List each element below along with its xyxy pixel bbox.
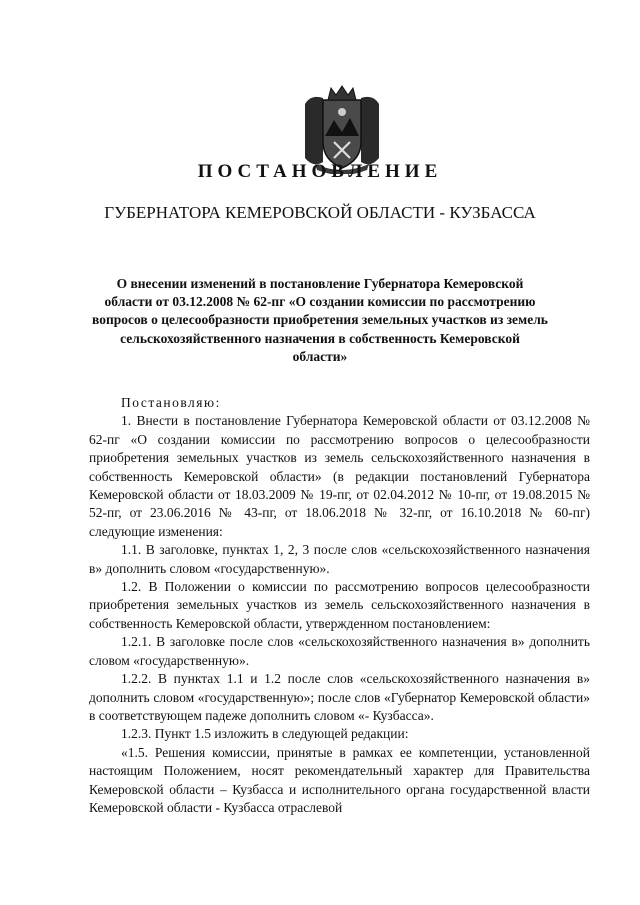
paragraph-1-2-1: 1.2.1. В заголовке после слов «сельскохозяйственного назначения в» дополнить словом «государственную».: [89, 634, 590, 668]
paragraph-1-5-quote: «1.5. Решения комиссии, принятые в рамках ее компетенции, установленной настоящим Положением, носят рекомендательный характер для Правительства Кемеровской области – Кузбасса и исполнительного органа государственной власти Кемеровской области - Кузбасса отраслевой: [89, 744, 590, 815]
paragraph-1-1: 1.1. В заголовке, пунктах 1, 2, 3 после слов «сельскохозяйственного назначения в» дополнить словом «государственную».: [89, 542, 590, 576]
document-subject: О внесении изменений в постановление Губернатора Кемеровской области от 03.12.2008 № 62-пг «О создании комиссии по рассмотрению вопросов о целесообразности приобретения земельных участков из земель сельскохозяйственного назначения в собственность Кемеровской области»: [92, 276, 548, 364]
document-issuer: ГУБЕРНАТОРА КЕМЕРОВСКОЙ ОБЛАСТИ - КУЗБАССА: [104, 203, 536, 222]
document-type-title: ПОСТАНОВЛЕНИЕ: [197, 161, 443, 182]
paragraph-1-2: 1.2. В Положении о комиссии по рассмотрению вопросов целесообразности приобретения земельных участков из земель сельскохозяйственного назначения в собственность Кемеровской области, утвержденном постановлением:: [89, 579, 590, 631]
decree-word: Постановляю:: [121, 395, 221, 410]
paragraph-1: 1. Внести в постановление Губернатора Кемеровской области от 03.12.2008 № 62-пг «О создании комиссии по рассмотрению вопросов о целесообразности приобретения земельных участков из земель сельскохозяйственного назначения в собственность Кемеровской области» (в редакции постановлений Губернатора Кемеровской области от 18.03.2009 № 19-пг, от 02.04.2012 № 10-пг, от 19.08.2015 № 52-пг, от 23.06.2016 № 43-пг, от 18.06.2018 № 32-пг, от 16.10.2018 № 60-пг) следующие изменения:: [89, 413, 590, 539]
document-body: [89, 394, 590, 817]
paragraph-1-2-2: 1.2.2. В пунктах 1.1 и 1.2 после слов «сельскохозяйственного назначения в» дополнить словом «государственную»; после слов «Губернатор Кемеровской области» в соответствующем падеже дополнить словом «- Кузбасса».: [89, 671, 590, 723]
paragraph-1-2-3: 1.2.3. Пункт 1.5 изложить в следующей редакции:: [121, 726, 409, 742]
